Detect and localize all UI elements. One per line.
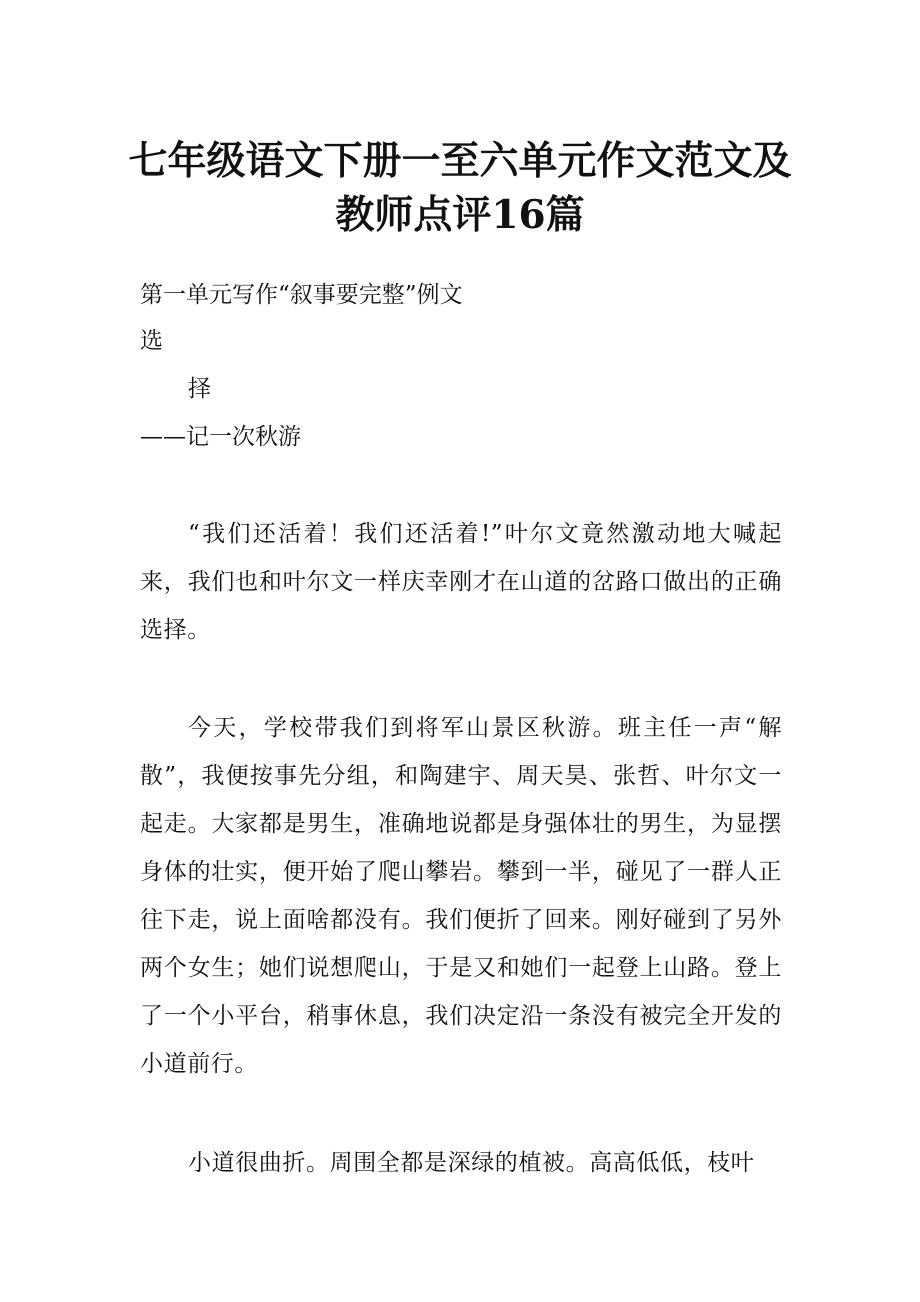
- paragraph-2: 今天，学校带我们到将军山景区秋游。班主任一声“解散”，我便按事先分组，和陶建宇、周天昊、张哲、叶尔文一起走。大家都是男生，准确地说都是身强体壮的男生，为显摆身体的壮实，便开始了爬山攀岩。攀到一半，碰见了一群人正往下走，说上面啥都没有。我们便折了回来。刚好碰到了另外两个女生；她们说想爬山，于是又和她们一起登上山路。登上了一个小平台，稍事休息，我们决定沿一条没有被完全开发的小道前行。: [140, 715, 782, 1077]
- essay-title-part-1: 选: [140, 328, 163, 354]
- document-title-line-2: 教师点评16篇: [335, 192, 585, 239]
- paragraph-1: “我们还活着！我们还活着!”叶尔文竟然激动地大喊起来，我们也和叶尔文一样庆幸刚才在山道的岔路口做出的正确选择。: [140, 521, 782, 643]
- paragraph-3: 小道很曲折。周围全都是深绿的植被。高高低低，枝叶: [188, 1150, 755, 1176]
- section-heading: 第一单元写作“叙事要完整”例文: [140, 282, 463, 308]
- essay-subtitle: ——记一次秋游: [140, 424, 301, 450]
- document-title: [60, 134, 860, 242]
- document-title-line-1: 七年级语文下册一至六单元作文范文及: [128, 138, 792, 185]
- essay-title-part-2: 择: [188, 376, 211, 402]
